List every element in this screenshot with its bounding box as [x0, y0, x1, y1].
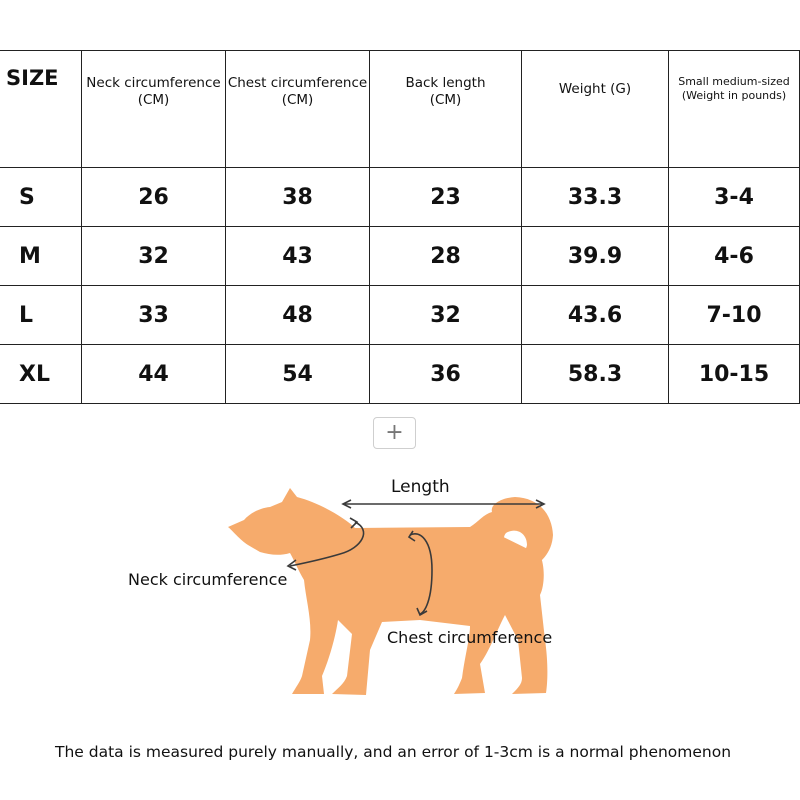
cell-chest: 43: [226, 227, 370, 286]
cell-neck: 44: [82, 345, 226, 404]
cell-pounds: 10-15: [669, 345, 800, 404]
table-row: [0, 227, 800, 286]
cell-neck: 26: [82, 168, 226, 227]
chest-label: Chest circumference: [387, 628, 553, 647]
plus-icon: +: [385, 420, 404, 445]
table-row: [0, 168, 800, 227]
cell-weight: 43.6: [522, 286, 669, 345]
cell-neck: 32: [82, 227, 226, 286]
cell-weight: 58.3: [522, 345, 669, 404]
cell-back: 23: [370, 168, 522, 227]
cell-chest: 38: [226, 168, 370, 227]
cell-size: S: [0, 168, 82, 227]
table-row: [0, 345, 800, 404]
dog-measurement-diagram: [0, 460, 800, 710]
header-small-medium: Small medium-sized (Weight in pounds): [669, 51, 800, 168]
size-chart-table: [0, 50, 800, 404]
cell-weight: 33.3: [522, 168, 669, 227]
cell-chest: 48: [226, 286, 370, 345]
cell-size: M: [0, 227, 82, 286]
cell-back: 28: [370, 227, 522, 286]
cell-back: 32: [370, 286, 522, 345]
table-header-row: [0, 51, 800, 168]
header-back: Back length (CM): [370, 51, 522, 168]
neck-label: Neck circumference: [128, 570, 288, 589]
dog-silhouette: [228, 488, 553, 695]
cell-chest: 54: [226, 345, 370, 404]
cell-pounds: 4-6: [669, 227, 800, 286]
header-weight: Weight (G): [522, 51, 669, 168]
measurement-footnote: The data is measured purely manually, and an error of 1-3cm is a normal phenomenon: [55, 743, 732, 761]
cell-pounds: 7-10: [669, 286, 800, 345]
header-neck: Neck circumference (CM): [82, 51, 226, 168]
cell-neck: 33: [82, 286, 226, 345]
cell-pounds: 3-4: [669, 168, 800, 227]
cell-back: 36: [370, 345, 522, 404]
header-chest: Chest circumference (CM): [226, 51, 370, 168]
length-label: Length: [391, 477, 450, 497]
cell-size: XL: [0, 345, 82, 404]
header-size: SIZE: [0, 51, 82, 168]
cell-weight: 39.9: [522, 227, 669, 286]
cell-size: L: [0, 286, 82, 345]
add-button[interactable]: [373, 417, 416, 449]
table-row: [0, 286, 800, 345]
